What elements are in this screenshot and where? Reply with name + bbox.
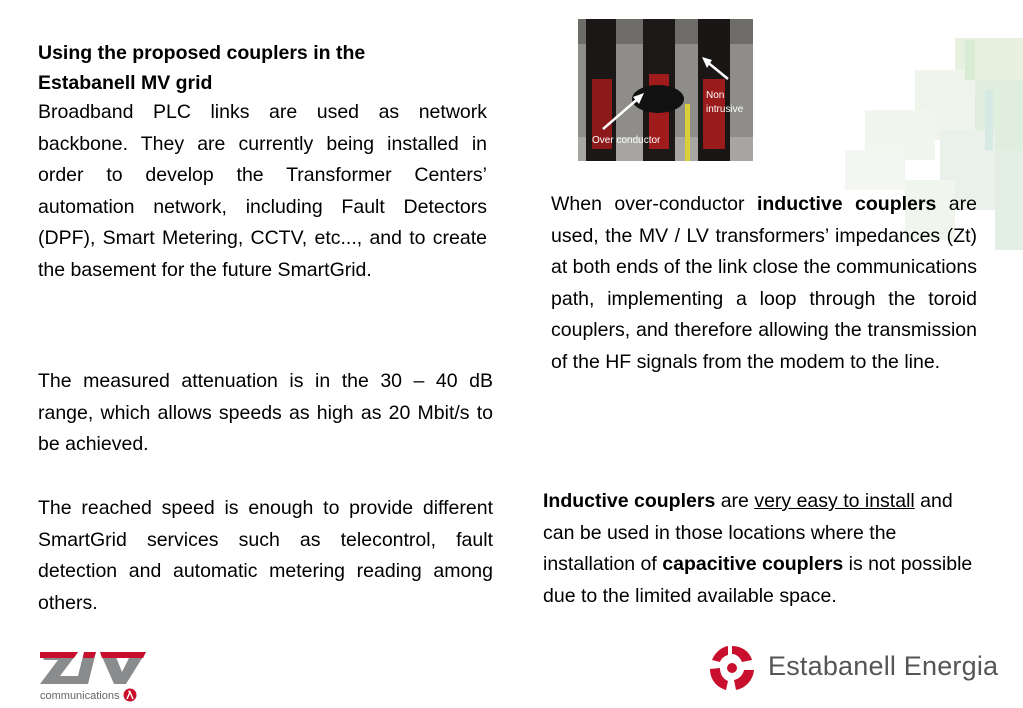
- estabanell-name: Estabanell Energia: [768, 651, 999, 681]
- p2-bold-capacitive: capacitive couplers: [662, 553, 844, 575]
- paragraph-backbone: Broadband PLC links are used as network backbone. They are currently being installed in order to develop the Transformer Centers’ automation network, including Fault Detectors (DPF), Smart Metering, CCTV, etc..., and to create the basement for the future SmartGrid.: [38, 101, 487, 281]
- paragraph-speed: The reached speed is enough to provide different SmartGrid services such as telecontrol, fault detection and automatic metering reading among others.: [38, 497, 493, 614]
- p1-text-c: are used, the MV / LV transformers’ impedances (Zt) at both ends of the link close the communications path, implementing a loop through the toroid couplers, and therefore allowing the transmission of the HF signals from the modem to the line.: [551, 193, 977, 373]
- p2-text-d: and can be used in those locations where the installation of: [543, 490, 953, 575]
- heading-line-1: Using the proposed couplers in the: [38, 42, 366, 64]
- paragraph-easy-install: [543, 486, 983, 612]
- label-over-conductor: Over conductor: [592, 135, 661, 146]
- label-non: Non: [706, 90, 725, 101]
- ziv-lambda-icon: [123, 688, 137, 702]
- coupler-photo: [578, 19, 753, 161]
- paragraph-inductive-couplers: [551, 189, 977, 378]
- paragraph-attenuation: The measured attenuation is in the 30 – 40 dB range, which allows speeds as high as 20 Mbit/s to be achieved.: [38, 370, 493, 455]
- p1-text-a: When over-conductor: [551, 193, 757, 215]
- estabanell-logo: [706, 642, 1006, 694]
- p2-underline-install: very easy to install: [754, 490, 915, 512]
- p2-text-f: is not possible due to the limited available space.: [543, 553, 973, 607]
- ziv-logo: [40, 650, 165, 708]
- ziv-mark: [40, 650, 165, 686]
- p1-bold-inductive: inductive couplers: [756, 193, 937, 215]
- ziv-subtitle-text: communications: [40, 690, 120, 702]
- heading-line-2: Estabanell MV grid: [38, 72, 213, 94]
- p2-bold-inductive: Inductive couplers: [543, 490, 716, 512]
- ziv-subtitle: [40, 688, 137, 702]
- heading: [38, 38, 498, 98]
- estabanell-swirl-icon: [706, 642, 758, 694]
- label-intrusive: intrusive: [706, 104, 744, 115]
- p2-text-b: are: [715, 490, 755, 512]
